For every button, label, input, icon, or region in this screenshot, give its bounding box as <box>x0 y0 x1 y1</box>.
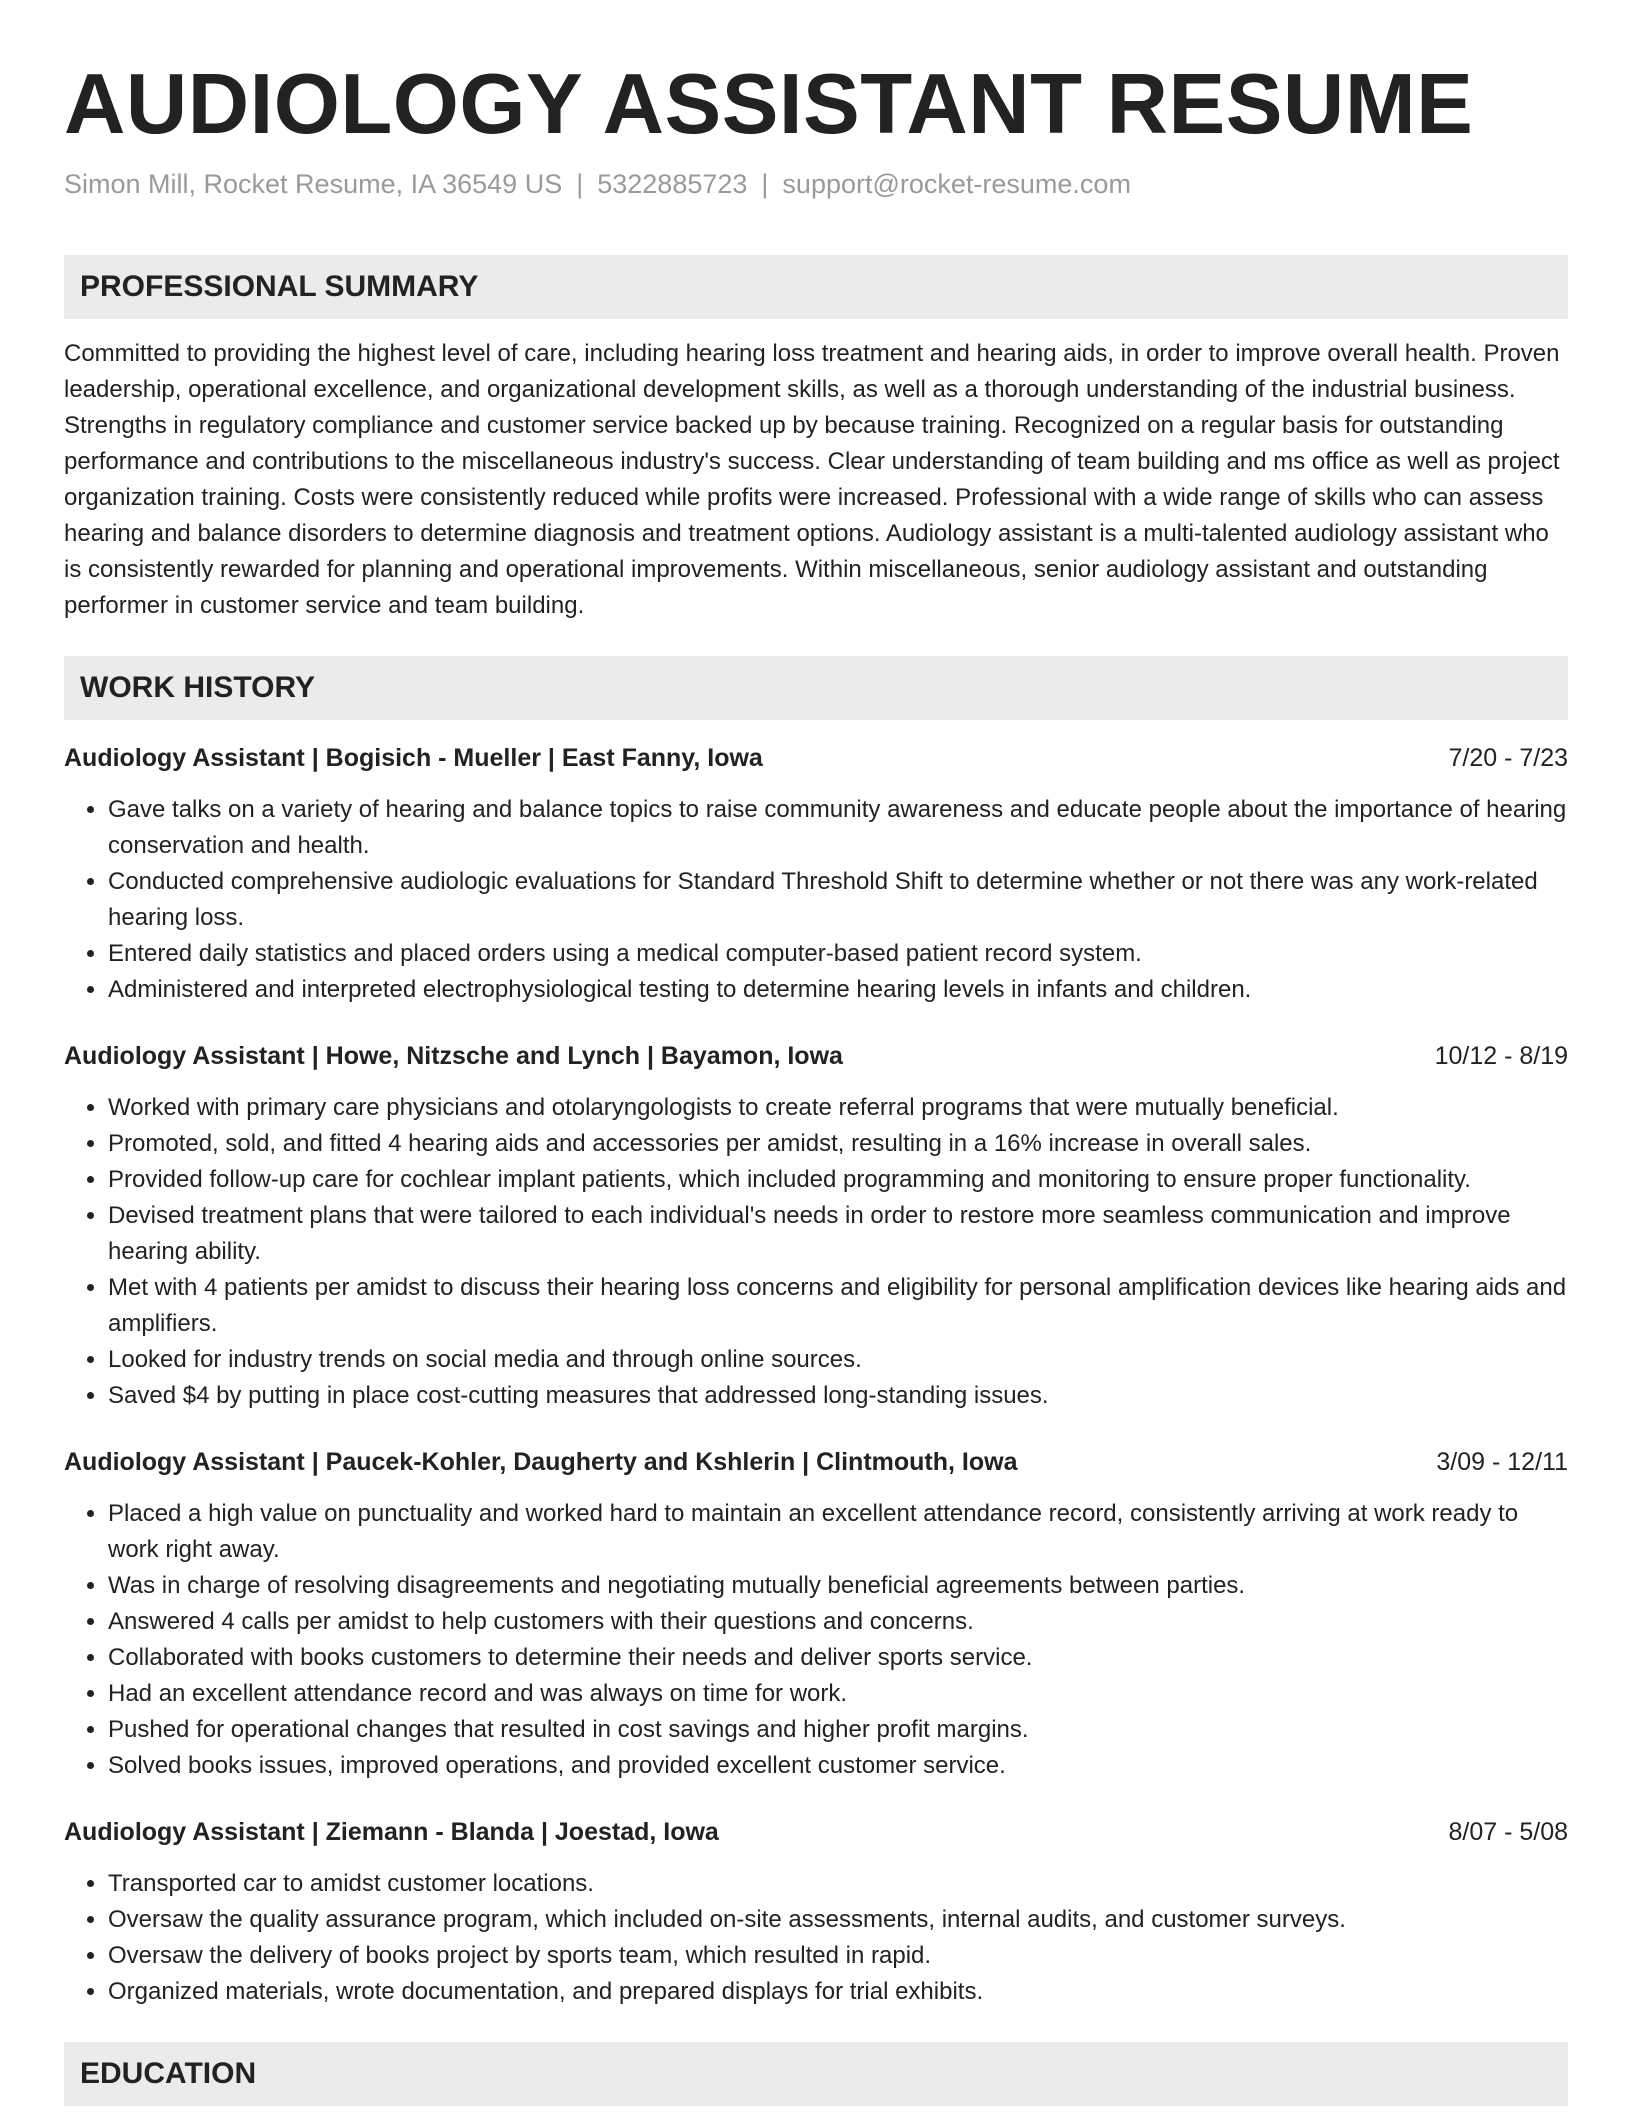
job-bullet-list <box>64 792 1568 1008</box>
job-bullet: • Provided follow-up care for cochlear implant patients, which included programming and monitoring to ensure proper functionality. <box>108 1162 1568 1198</box>
job-header <box>64 1038 1568 1074</box>
education-heading: EDUCATION <box>64 2042 1568 2106</box>
job-bullet: • Transported car to amidst customer locations. <box>108 1866 1568 1902</box>
job-title: Audiology Assistant | Howe, Nitzsche and Lynch | Bayamon, Iowa <box>64 1042 843 1070</box>
job-entry <box>64 1814 1568 2010</box>
work-history-list <box>64 740 1568 2010</box>
job-header <box>64 1444 1568 1480</box>
job-bullet: • Saved $4 by putting in place cost-cutting measures that addressed long-standing issues. <box>108 1378 1568 1414</box>
job-entry <box>64 1038 1568 1414</box>
job-bullet: • Gave talks on a variety of hearing and balance topics to raise community awareness and educate people about the importance of hearing conservation and health. <box>108 792 1568 864</box>
job-dates: 8/07 - 5/08 <box>1448 1818 1568 1846</box>
contact-separator: | <box>761 169 769 199</box>
contact-separator: | <box>576 169 584 199</box>
job-bullet: • Organized materials, wrote documentation, and prepared displays for trial exhibits. <box>108 1974 1568 2010</box>
resume-title: AUDIOLOGY ASSISTANT RESUME <box>64 57 1474 152</box>
job-bullet: • Entered daily statistics and placed orders using a medical computer-based patient record system. <box>108 936 1568 972</box>
job-dates: 3/09 - 12/11 <box>1436 1448 1568 1476</box>
job-bullet: • Conducted comprehensive audiologic evaluations for Standard Threshold Shift to determine whether or not there was any work-related hearing loss. <box>108 864 1568 936</box>
contact-address: Simon Mill, Rocket Resume, IA 36549 US <box>64 169 563 199</box>
job-dates: 7/20 - 7/23 <box>1448 744 1568 772</box>
job-bullet: • Devised treatment plans that were tailored to each individual's needs in order to restore more seamless communication and improve hearing ability. <box>108 1198 1568 1270</box>
job-bullet: • Oversaw the quality assurance program, which included on-site assessments, internal audits, and customer surveys. <box>108 1902 1568 1938</box>
job-bullet: • Solved books issues, improved operations, and provided excellent customer service. <box>108 1748 1568 1784</box>
job-bullet: • Answered 4 calls per amidst to help customers with their questions and concerns. <box>108 1604 1568 1640</box>
job-bullet-list <box>64 1496 1568 1784</box>
contact-email: support@rocket-resume.com <box>782 169 1131 199</box>
summary-text: Committed to providing the highest level of care, including hearing loss treatment and hearing aids, in order to improve overall health. Proven leadership, operational excellence, and organizational development skills, as well as a thorough understanding of the industrial business. Strengths in regulatory compliance and customer service backed up by because training. Recognized on a regular basis for outstanding performance and contributions to the miscellaneous industry's success. Clear understanding of team building and ms office as well as project organization training. Costs were consistently reduced while profits were increased. Professional with a wide range of skills who can assess hearing and balance disorders to determine diagnosis and treatment options. Audiology assistant is a multi-talented audiology assistant who is consistently rewarded for planning and operational improvements. Within miscellaneous, senior audiology assistant and outstanding performer in customer service and team building. <box>64 340 1560 619</box>
job-bullet: • Had an excellent attendance record and was always on time for work. <box>108 1676 1568 1712</box>
job-header <box>64 740 1568 776</box>
job-entry <box>64 740 1568 1008</box>
job-bullet: • Worked with primary care physicians and otolaryngologists to create referral programs that were mutually beneficial. <box>108 1090 1568 1126</box>
job-bullet: • Promoted, sold, and fitted 4 hearing aids and accessories per amidst, resulting in a 16% increase in overall sales. <box>108 1126 1568 1162</box>
job-bullet-list <box>64 1866 1568 2010</box>
job-bullet: • Was in charge of resolving disagreements and negotiating mutually beneficial agreements between parties. <box>108 1568 1568 1604</box>
contact-phone: 5322885723 <box>597 169 748 199</box>
job-title: Audiology Assistant | Paucek-Kohler, Daugherty and Kshlerin | Clintmouth, Iowa <box>64 1448 1018 1476</box>
job-title: Audiology Assistant | Bogisich - Mueller | East Fanny, Iowa <box>64 744 763 772</box>
summary-heading: PROFESSIONAL SUMMARY <box>64 255 1568 319</box>
job-bullet: • Collaborated with books customers to determine their needs and deliver sports service. <box>108 1640 1568 1676</box>
job-entry <box>64 1444 1568 1784</box>
job-bullet: • Met with 4 patients per amidst to discuss their hearing loss concerns and eligibility for personal amplification devices like hearing aids and amplifiers. <box>108 1270 1568 1342</box>
work-history-heading: WORK HISTORY <box>64 656 1568 720</box>
job-dates: 10/12 - 8/19 <box>1434 1042 1568 1070</box>
job-bullet: • Oversaw the delivery of books project by sports team, which resulted in rapid. <box>108 1938 1568 1974</box>
job-bullet: • Looked for industry trends on social media and through online sources. <box>108 1342 1568 1378</box>
job-header <box>64 1814 1568 1850</box>
job-bullet: • Pushed for operational changes that resulted in cost savings and higher profit margins. <box>108 1712 1568 1748</box>
job-title: Audiology Assistant | Ziemann - Blanda | Joestad, Iowa <box>64 1818 719 1846</box>
job-bullet: • Placed a high value on punctuality and worked hard to maintain an excellent attendance record, consistently arriving at work ready to work right away. <box>108 1496 1568 1568</box>
job-bullet: • Administered and interpreted electrophysiological testing to determine hearing levels in infants and children. <box>108 972 1568 1008</box>
contact-line <box>64 165 1568 203</box>
job-bullet-list <box>64 1090 1568 1414</box>
